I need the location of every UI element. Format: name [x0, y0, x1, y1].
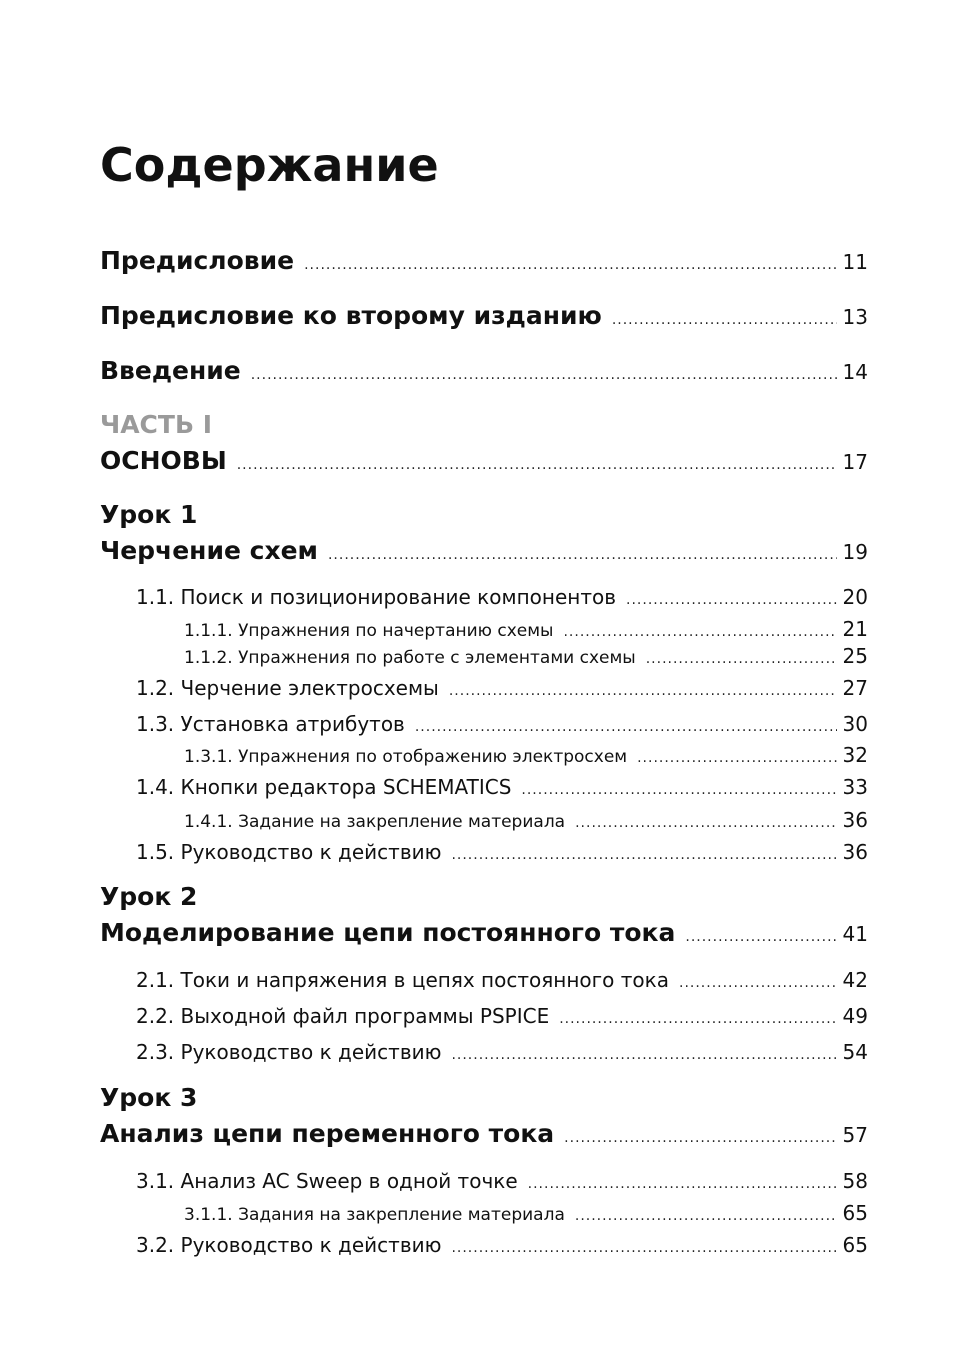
leader-dots — [563, 624, 836, 640]
lesson-title: Черчение схем — [100, 536, 318, 565]
leader-dots — [559, 1011, 836, 1027]
toc-entry-1-3[interactable] — [136, 712, 868, 736]
lesson-label: Урок 2 — [100, 882, 198, 911]
toc-entry-1-4-1[interactable] — [184, 808, 868, 832]
toc-entry-part-1[interactable] — [100, 446, 868, 475]
toc-entry-label: 2.1. Токи и напряжения в цепях постоянного тока — [136, 968, 669, 992]
toc-entry-introduction[interactable] — [100, 356, 868, 385]
toc-entry-1-5[interactable] — [136, 840, 868, 864]
toc-entry-label: Предисловие — [100, 246, 295, 275]
leader-dots — [575, 815, 836, 831]
leader-dots — [528, 1176, 837, 1192]
toc-entry-label: 1.5. Руководство к действию — [136, 840, 442, 864]
lesson-label: Урок 1 — [100, 500, 198, 529]
toc-page-number: 36 — [842, 840, 868, 864]
leader-dots — [449, 683, 837, 699]
toc-entry-label: 1.2. Черчение электросхемы — [136, 676, 439, 700]
leader-dots — [685, 929, 836, 945]
toc-page-number: 30 — [842, 712, 868, 736]
toc-entry-3-1[interactable] — [136, 1169, 868, 1193]
toc-entry-2-1[interactable] — [136, 968, 868, 992]
toc-entry-label: 1.4. Кнопки редактора SCHEMATICS — [136, 775, 512, 799]
toc-page-number: 57 — [842, 1123, 868, 1147]
toc-page-number: 14 — [842, 360, 868, 384]
leader-dots — [415, 719, 837, 735]
toc-entry-1-1-1[interactable] — [184, 617, 868, 641]
toc-page-number: 13 — [842, 305, 868, 329]
toc-entry-label: 3.1.1. Задания на закрепление материала — [184, 1205, 565, 1225]
toc-page-number: 19 — [842, 540, 868, 564]
leader-dots — [237, 457, 837, 473]
toc-entry-lesson-3[interactable] — [100, 1119, 868, 1148]
leader-dots — [646, 651, 837, 667]
toc-entry-lesson-2[interactable] — [100, 918, 868, 947]
leader-dots — [637, 750, 836, 766]
toc-entry-label: 1.3.1. Упражнения по отображению электросхем — [184, 747, 628, 767]
toc-entry-label: 1.1.1. Упражнения по начертанию схемы — [184, 621, 554, 641]
toc-entry-label: 2.2. Выходной файл программы PSPICE — [136, 1004, 550, 1028]
toc-page-number: 25 — [842, 644, 868, 668]
part-label: ЧАСТЬ I — [100, 410, 213, 439]
toc-entry-label: 1.1. Поиск и позиционирование компонентов — [136, 585, 617, 609]
toc-entry-label: Предисловие ко второму изданию — [100, 301, 602, 330]
leader-dots — [328, 547, 837, 563]
toc-page-number: 65 — [842, 1201, 868, 1225]
toc-entry-1-4[interactable] — [136, 775, 868, 799]
leader-dots — [521, 782, 836, 798]
toc-entry-second-edition-preface[interactable] — [100, 301, 868, 330]
toc-page-number: 17 — [842, 450, 868, 474]
toc-page-number: 27 — [842, 676, 868, 700]
leader-dots — [304, 257, 836, 273]
leader-dots — [612, 312, 837, 328]
toc-entry-3-2[interactable] — [136, 1233, 868, 1257]
toc-page-number: 32 — [842, 743, 868, 767]
toc-page-number: 42 — [842, 968, 868, 992]
toc-page-number: 65 — [842, 1233, 868, 1257]
toc-entry-1-1-2[interactable] — [184, 644, 868, 668]
toc-page-number: 33 — [842, 775, 868, 799]
leader-dots — [451, 1240, 836, 1256]
leader-dots — [451, 1047, 836, 1063]
toc-entry-preface[interactable] — [100, 246, 868, 275]
toc-page-number: 36 — [842, 808, 868, 832]
toc-entry-label: 2.3. Руководство к действию — [136, 1040, 442, 1064]
leader-dots — [679, 975, 837, 991]
lesson-label: Урок 3 — [100, 1083, 198, 1112]
leader-dots — [626, 592, 837, 608]
toc-page-number: 11 — [842, 250, 868, 274]
toc-page-number: 54 — [842, 1040, 868, 1064]
toc-entry-3-1-1[interactable] — [184, 1201, 868, 1225]
leader-dots — [575, 1208, 837, 1224]
leader-dots — [451, 847, 836, 863]
toc-entry-1-3-1[interactable] — [184, 743, 868, 767]
lesson-title: Моделирование цепи постоянного тока — [100, 918, 676, 947]
toc-page-number: 58 — [842, 1169, 868, 1193]
toc-page-number: 20 — [842, 585, 868, 609]
toc-entry-label: Введение — [100, 356, 241, 385]
toc-page-number: 49 — [842, 1004, 868, 1028]
toc-entry-label: 3.1. Анализ AC Sweep в одной точке — [136, 1169, 518, 1193]
toc-entry-label: 1.4.1. Задание на закрепление материала — [184, 812, 566, 832]
toc-entry-1-2[interactable] — [136, 676, 868, 700]
toc-page-number: 21 — [842, 617, 868, 641]
leader-dots — [564, 1130, 836, 1146]
leader-dots — [251, 367, 837, 383]
part-title: ОСНОВЫ — [100, 446, 227, 475]
page-title: Содержание — [100, 138, 439, 192]
toc-page-number: 41 — [842, 922, 868, 946]
toc-entry-label: 1.3. Установка атрибутов — [136, 712, 405, 736]
toc-entry-1-1[interactable] — [136, 585, 868, 609]
toc-entry-2-3[interactable] — [136, 1040, 868, 1064]
toc-entry-label: 1.1.2. Упражнения по работе с элементами схемы — [184, 648, 636, 668]
toc-entry-lesson-1[interactable] — [100, 536, 868, 565]
lesson-title: Анализ цепи переменного тока — [100, 1119, 555, 1148]
toc-entry-2-2[interactable] — [136, 1004, 868, 1028]
toc-entry-label: 3.2. Руководство к действию — [136, 1233, 442, 1257]
